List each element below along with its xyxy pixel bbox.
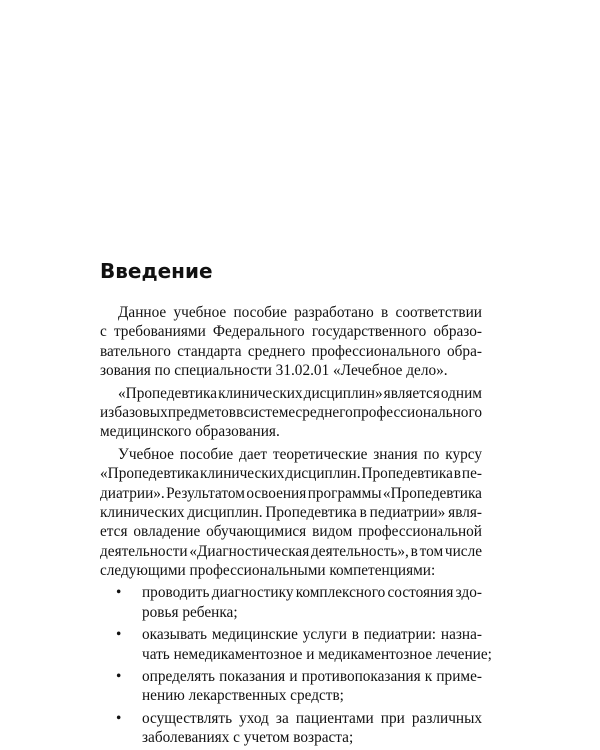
word: Федерального (212, 323, 305, 341)
word: теоретические (272, 445, 368, 463)
word: одним (440, 384, 482, 402)
word: среднего (247, 342, 306, 360)
section-heading: Введение (100, 259, 213, 283)
text-line (142, 583, 482, 602)
list-item (100, 583, 482, 622)
text-line (100, 445, 482, 464)
word: Пропедевтика (265, 503, 357, 521)
text-line: зования по специальности 31.02.01 «Лечебное дело». (100, 362, 448, 380)
bullet-icon: • (116, 668, 122, 686)
word: учебное (173, 304, 227, 321)
text-line: медицинского образования. (100, 423, 280, 441)
word: Пропедевтика (361, 465, 453, 483)
word: клинических (100, 503, 185, 521)
word: том (419, 542, 444, 560)
word: Результатом (166, 484, 245, 502)
word: здо- (455, 584, 482, 602)
text-line: заболеваниях с учетом возраста; (142, 729, 354, 747)
word: с (100, 323, 107, 341)
list-item (100, 667, 482, 706)
text-line: чать немедикаментозное и медикаментозное лечение; (142, 645, 492, 663)
list-item (100, 625, 492, 664)
text-line (142, 625, 482, 644)
word: приме- (436, 668, 482, 686)
word: в (359, 503, 367, 521)
word: и (289, 668, 298, 686)
word: показания (219, 668, 286, 686)
text-line (100, 484, 482, 503)
word: клинических (218, 384, 303, 402)
list-item (100, 709, 482, 748)
word: осуществлять (142, 709, 233, 727)
word: профессиональной (358, 523, 482, 541)
word: медицинские (211, 626, 298, 644)
word: из (100, 403, 115, 421)
word: деятельность», (311, 542, 409, 560)
word: знания (373, 445, 418, 463)
word: услуги (302, 626, 347, 644)
text-line (142, 709, 482, 728)
word: базовых (114, 403, 168, 421)
word: курсу (445, 445, 482, 463)
word: дисциплин. (187, 503, 263, 521)
word: пациентами (295, 709, 374, 727)
word: в (381, 304, 389, 321)
word: противопоказания (301, 668, 421, 686)
word: «Пропедевтика (382, 484, 482, 502)
word: в (351, 626, 359, 644)
word: соответствии (395, 304, 482, 321)
word: требованиями (113, 323, 206, 341)
word: видом (312, 523, 353, 541)
text-line (100, 464, 482, 483)
bullet-icon: • (116, 709, 122, 727)
page-content (100, 258, 492, 748)
word: клинических (199, 465, 285, 483)
text-line: следующими профессиональными компетенциями: (100, 562, 436, 580)
word: пособие (179, 445, 234, 463)
word: Данное (118, 304, 167, 321)
word: диатрии». (100, 484, 165, 502)
word: назна- (440, 626, 482, 644)
word: оказывать (142, 626, 208, 644)
word: явля- (448, 503, 482, 521)
word: при (380, 709, 405, 727)
word: Учебное (118, 445, 174, 463)
word: профессионального (311, 342, 441, 360)
word: в (410, 542, 418, 560)
word: проводить (142, 584, 210, 602)
word: по (423, 445, 440, 463)
paragraph-3 (100, 445, 482, 581)
word: является (383, 384, 440, 402)
word: предметов (167, 403, 236, 421)
text-line (142, 667, 482, 686)
word: профессионального (352, 403, 482, 421)
competency-list (100, 583, 492, 747)
text-line (100, 303, 482, 322)
word: «Пропедевтика (100, 465, 200, 483)
word: программы (307, 484, 382, 502)
word: обучающимися (206, 523, 307, 541)
word: комплексного (295, 584, 386, 602)
word: пе- (461, 465, 482, 483)
word: образо- (433, 323, 482, 341)
word: уход (239, 709, 269, 727)
word: в (236, 403, 244, 421)
word: освоения (246, 484, 307, 502)
word: в (453, 465, 462, 483)
text-line (100, 522, 482, 541)
word: дисциплин. (285, 465, 361, 483)
word: диагностику (211, 584, 294, 602)
word: определять (142, 668, 215, 686)
text-line (100, 542, 482, 561)
word: «Пропедевтика (118, 384, 218, 402)
word: системе (243, 403, 296, 421)
word: среднего (295, 403, 353, 421)
bullet-icon: • (116, 626, 122, 644)
text-line (100, 342, 482, 361)
word: дает (239, 445, 268, 463)
text-line: ровья ребенка; (142, 603, 238, 621)
word: обра- (446, 342, 482, 360)
word: к (424, 668, 433, 686)
text-line (100, 322, 482, 341)
paragraph-1 (100, 303, 482, 381)
word: числе (444, 542, 482, 560)
word: стандарта (177, 342, 242, 360)
text-line: нению лекарственных средств; (142, 687, 344, 705)
word: педиатрии» (369, 503, 446, 521)
word: дисциплин» (303, 384, 383, 402)
text-line (100, 503, 482, 522)
word: за (275, 709, 289, 727)
word: пособие (233, 304, 287, 321)
bullet-icon: • (116, 584, 122, 602)
word: вательного (100, 342, 171, 360)
word: государственного (311, 323, 427, 341)
word: «Диагностическая (189, 542, 310, 560)
word: педиатрии: (363, 626, 437, 644)
word: деятельности (100, 542, 188, 560)
text-line (100, 403, 482, 422)
word: разработано (294, 304, 374, 321)
text-line (100, 384, 482, 403)
word: различных (411, 709, 482, 727)
word: состояния (387, 584, 454, 602)
word: овладение (133, 523, 201, 541)
paragraph-2 (100, 384, 482, 442)
body-text (100, 303, 482, 580)
word: ется (100, 523, 128, 541)
